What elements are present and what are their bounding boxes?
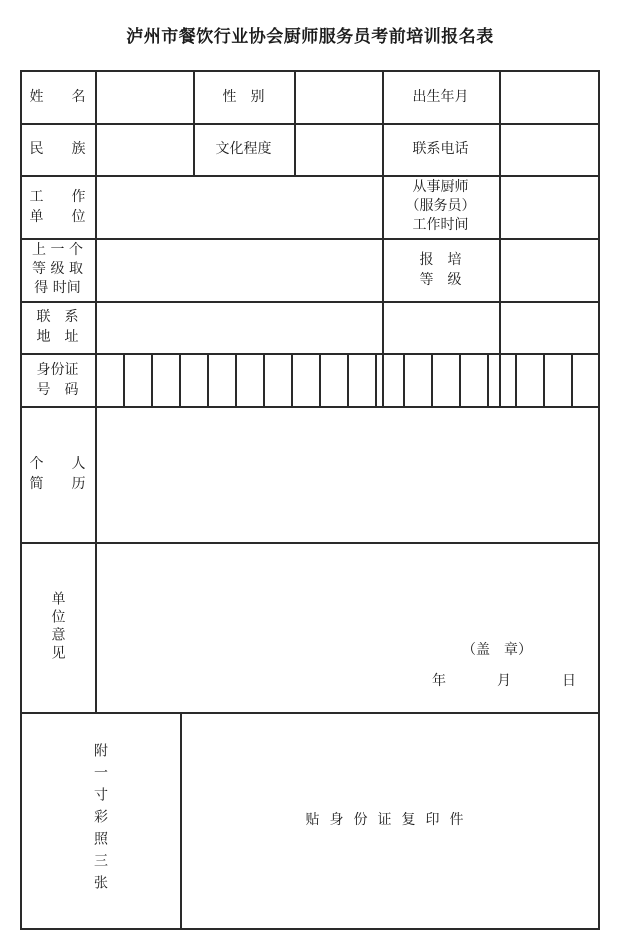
ethnicity-label: 民 族	[29, 141, 86, 157]
id-digit-divider	[291, 353, 293, 407]
unit-opinion-field[interactable]	[96, 542, 598, 712]
address-field[interactable]	[96, 301, 382, 353]
apply-level-field[interactable]	[500, 238, 598, 301]
registration-form-table	[20, 70, 600, 930]
table-border-bottom	[20, 928, 600, 930]
id-digit-divider	[263, 353, 265, 407]
date-month-label: 月	[497, 673, 511, 689]
id-digit-divider	[347, 353, 349, 407]
gender-field[interactable]	[295, 70, 382, 123]
id-digit-divider	[123, 353, 125, 407]
table-border-right	[598, 70, 600, 930]
id-copy-label: 贴身份证复印件	[305, 812, 474, 828]
name-label: 姓 名	[29, 88, 86, 105]
id-digit-divider	[403, 353, 405, 407]
resume-field[interactable]	[96, 406, 598, 542]
address-label: 联 系 地 址	[36, 309, 79, 345]
work-time-label: 从事厨师 （服务员） 工作时间	[405, 179, 476, 233]
seal-label: （盖 章）	[462, 642, 532, 658]
id-digit-divider	[459, 353, 461, 407]
name-field[interactable]	[96, 70, 193, 123]
ethnicity-field[interactable]	[96, 123, 193, 175]
apply-level-label: 报 培 等 级	[419, 251, 462, 288]
date-day-label: 日	[562, 673, 576, 689]
phone-field[interactable]	[500, 123, 598, 175]
photos-label-cell	[20, 712, 180, 928]
prev-level-field[interactable]	[96, 238, 382, 301]
education-label: 文化程度	[215, 141, 272, 157]
gender-label: 性 别	[222, 88, 265, 105]
id-digit-divider	[543, 353, 545, 407]
birth-label: 出生年月	[412, 88, 469, 105]
id-digit-divider	[207, 353, 209, 407]
resume-label: 个 人 简 历	[29, 456, 86, 492]
work-unit-field[interactable]	[96, 175, 382, 238]
id-copy-area[interactable]	[181, 712, 598, 928]
row-divider	[20, 353, 600, 355]
unit-opinion-label-cell	[20, 542, 95, 712]
id-digit-divider	[179, 353, 181, 407]
id-digit-divider	[571, 353, 573, 407]
date-year-label: 年	[432, 673, 446, 689]
prev-level-label: 上 一 个 等 级 取 得 时间	[32, 242, 83, 296]
id-digit-divider	[487, 353, 489, 407]
education-field[interactable]	[295, 123, 382, 175]
id-digit-divider	[515, 353, 517, 407]
unit-opinion-label: 单位意见	[49, 591, 66, 663]
id-digit-divider	[319, 353, 321, 407]
photos-label: 附一寸彩照三张	[92, 743, 108, 897]
id-digit-divider	[375, 353, 377, 407]
phone-label: 联系电话	[412, 141, 469, 157]
id-number-label: 身份证 号 码	[36, 361, 79, 398]
id-digit-divider	[431, 353, 433, 407]
id-digit-divider	[235, 353, 237, 407]
form-title: 泸州市餐饮行业协会厨师服务员考前培训报名表	[126, 27, 494, 47]
id-digit-divider	[151, 353, 153, 407]
work-time-field[interactable]	[500, 175, 598, 238]
birth-field[interactable]	[500, 70, 598, 123]
address-extra-field[interactable]	[383, 301, 499, 353]
address-extra-field[interactable]	[500, 301, 598, 353]
work-unit-label: 工 作 单 位	[29, 188, 86, 225]
